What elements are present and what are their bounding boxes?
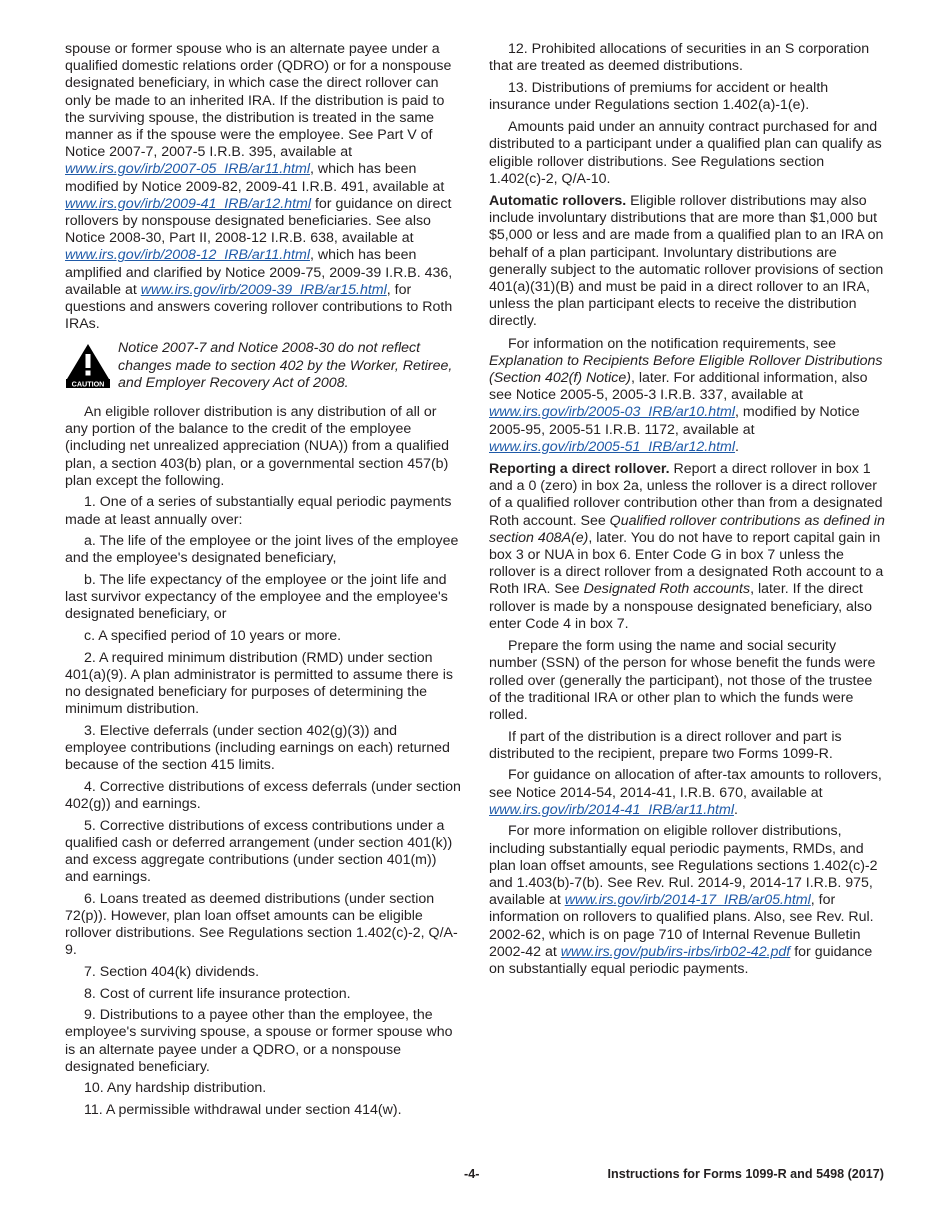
list-item: 6. Loans treated as deemed distributions (under section 72(p)). However, plan loan offset amounts can be eligible rollover distributions. See Regulations section 1.402(c)-2, Q/A-9. [65,890,458,959]
list-item: 8. Cost of current life insurance protection. [84,985,351,1002]
text-run: , later. For additional information, also see Notice 2005-5, 2005-3 I.R.B. 337, available at [489,370,868,404]
eligible-intro: An eligible rollover distribution is any distribution of all or any portion of the balance to the credit of the employee (including net unrealized appreciation (NUA)) from a qualified plan, a section 403(b) plan, or a governmental section 457(b) plan except the following. [65,404,450,489]
reporting-paragraph [489,461,886,633]
text-run: . [735,438,739,455]
text-run: , which has been modified by Notice 2009-82, 2009-41 I.R.B. 491, available at [65,161,445,195]
list-item: c. A specified period of 10 years or more. [84,628,342,645]
text-run: For information on the notification requirements, see [508,335,837,352]
caution-label: CAUTION [71,379,105,389]
left-column [65,41,462,1124]
text-run: , for questions and answers covering rollover contributions to Roth IRAs. [65,281,453,333]
document-title: Instructions for Forms 1099-R and 5498 (2017) [607,1167,884,1181]
aftertax-paragraph [489,767,886,819]
partial-paragraph: If part of the distribution is a direct rollover and part is distributed to the recipient, prepare two Forms 1099-R. [489,728,842,762]
caution-note [65,340,462,392]
list-item: 10. Any hardship distribution. [84,1080,267,1097]
list-item: 5. Corrective distributions of excess contributions under a qualified cash or deferred arrangement (under section 401(k)) and excess aggregate contributions (under section 401(m)) and earnings. [65,817,453,886]
link-2009-41[interactable]: www.irs.gov/irb/2009-41_IRB/ar12.html [65,195,312,212]
list-item: a. The life of the employee or the joint lives of the employee and the employee's designated beneficiary, [65,533,459,567]
list-item: 3. Elective deferrals (under section 402(g)(3)) and employee contributions (including earnings on each) returned because of the section 415 limits. [65,722,450,774]
notification-paragraph [489,336,886,456]
reporting-heading: Reporting a direct rollover. [489,461,670,478]
link-2014-17[interactable]: www.irs.gov/irb/2014-17_IRB/ar05.html [564,892,811,909]
right-column [489,41,886,983]
text-run: , later. If the direct rollover is made by a nonspouse designated beneficiary, also enter Code 4 in box 7. [489,581,873,632]
automatic-rollovers-heading: Automatic rollovers. [489,193,627,210]
link-2014-41[interactable]: www.irs.gov/irb/2014-41_IRB/ar11.html [489,801,734,818]
emphasis-text: Qualified rollover contributions as defined in section 408A(e) [489,512,885,546]
text-run: for guidance on substantially equal periodic payments. [489,943,873,977]
caution-icon [65,342,111,388]
more-info-paragraph [489,823,886,978]
list-item: 13. Distributions of premiums for accident or health insurance under Regulations section 1.402(a)-1(e). [489,79,829,113]
annuity-paragraph: Amounts paid under an annuity contract purchased for and distributed to a participant under a qualified plan can qualify as eligible rollover distributions. See Regulations section 1.402(c)-2, Q/A-10. [489,119,882,187]
list-item: 1. One of a series of substantially equal periodic payments made at least annually over: [65,494,452,528]
caution-text: Notice 2007-7 and Notice 2008-30 do not reflect changes made to section 402 by the Worker, Retiree, and Employer Recovery Act of 2008. [118,340,453,391]
link-2009-39[interactable]: www.irs.gov/irb/2009-39_IRB/ar15.html [140,281,387,298]
text-run: , which has been amplified and clarified by Notice 2009-75, 2009-39 I.R.B. 436, available at [65,247,453,298]
list-item: b. The life expectancy of the employee or the joint life and last survivor expectancy of the employee and the employee's designated beneficiary, or [65,572,448,623]
link-2005-51[interactable]: www.irs.gov/irb/2005-51_IRB/ar12.html [489,438,736,455]
text-run: For guidance on allocation of after-tax amounts to rollovers, see Notice 2014-54, 2014-41, I.R.B. 670, available at [489,767,882,801]
intro-paragraph [65,41,462,333]
link-2008-12[interactable]: www.irs.gov/irb/2008-12_IRB/ar11.html [65,247,310,264]
text-run: , later. You do not have to report capital gain in box 3 or NUA in box 6. Enter Code G in box 7 unless the rollover is a direct rollover from a designated Roth account to a Roth IRA. See [489,529,884,598]
text-run: Report a direct rollover in box 1 and a 0 (zero) in box 2a, unless the rollover is a direct rollover of a qualified rollover contribution other than from a designated Roth account. See [489,461,883,529]
text-run: For more information on eligible rollover distributions, including substantially equal periodic payments, RMDs, and plan loan offset amounts, see Regulations sections 1.402(c)-2 and 1.403(b)-7(b). See Rev. Rul. 2014-9, 2014-17 I.R.B. 975, available at [489,823,878,909]
link-2005-03[interactable]: www.irs.gov/irb/2005-03_IRB/ar10.html [489,404,736,421]
list-item: 2. A required minimum distribution (RMD) under section 401(a)(9). A plan administrator is permitted to assume there is no designated beneficiary for purposes of determining the minimum distribution. [65,649,453,718]
automatic-rollovers-paragraph [489,193,886,331]
text-run: , modified by Notice 2005-95, 2005-51 I.R.B. 1172, available at [489,404,860,438]
link-irb02-42[interactable]: www.irs.gov/pub/irs-irbs/irb02-42.pdf [560,943,791,960]
text-run: spouse or former spouse who is an alternate payee under a qualified domestic relations order (QDRO) or for a nonspouse designated beneficiary, in which case the direct rollover can only be made to an inherited IRA. If the distribution is paid to the surviving spouse, the distribution is treated in the same manner as if the spouse were the employee. See Part V of Notice 2007-7, 2007-5 I.R.B. 395, available at [65,41,452,161]
text-run: , for information on rollovers to qualified plans. Also, see Rev. Rul. 2002-62, which is on page 710 of Internal Revenue Bulletin 2002-42 at [489,892,874,960]
list-item: 4. Corrective distributions of excess deferrals (under section 402(g)) and earnings. [65,778,461,813]
text-run: for guidance on direct rollovers by nonspouse designated beneficiaries. See also Notice 2008-30, Part II, 2008-12 I.R.B. 638, available at [65,195,452,247]
list-item: 9. Distributions to a payee other than the employee, the employee's surviving spouse, a spouse or former spouse who is an alternate payee under a QDRO, or a nonspouse designated beneficiary. [65,1007,453,1075]
emphasis-text: Explanation to Recipients Before Eligible Rollover Distributions (Section 402(f) Notice) [489,352,883,387]
list-item: 7. Section 404(k) dividends. [84,964,260,981]
emphasis-text: Designated Roth accounts [583,581,751,598]
text-run: . [733,801,738,818]
list-item: 12. Prohibited allocations of securities in an S corporation that are treated as deemed distributions. [489,41,870,75]
link-2007-05[interactable]: www.irs.gov/irb/2007-05_IRB/ar11.html [65,161,310,178]
exception-list [65,494,462,1119]
prepare-paragraph: Prepare the form using the name and social security number (SSN) of the person for whose benefit the funds were rolled over (generally the participant), not those of the trustee of the traditional IRA or other plan to which the funds were rolled. [489,638,876,723]
text-run: Eligible rollover distributions may also include involuntary distributions that are more than $1,000 but $5,000 or less and are made from a qualified plan to an IRA on behalf of a plan participant. Involuntary distributions are generally subject to the automatic rollover provisions of section 401(a)(31)(B) and must be paid in a direct rollover to an IRA, unless the plan participant elects to receive the distribution directly. [489,193,884,330]
list-item: 11. A permissible withdrawal under section 414(w). [84,1102,402,1119]
page-number: -4- [464,1167,480,1181]
